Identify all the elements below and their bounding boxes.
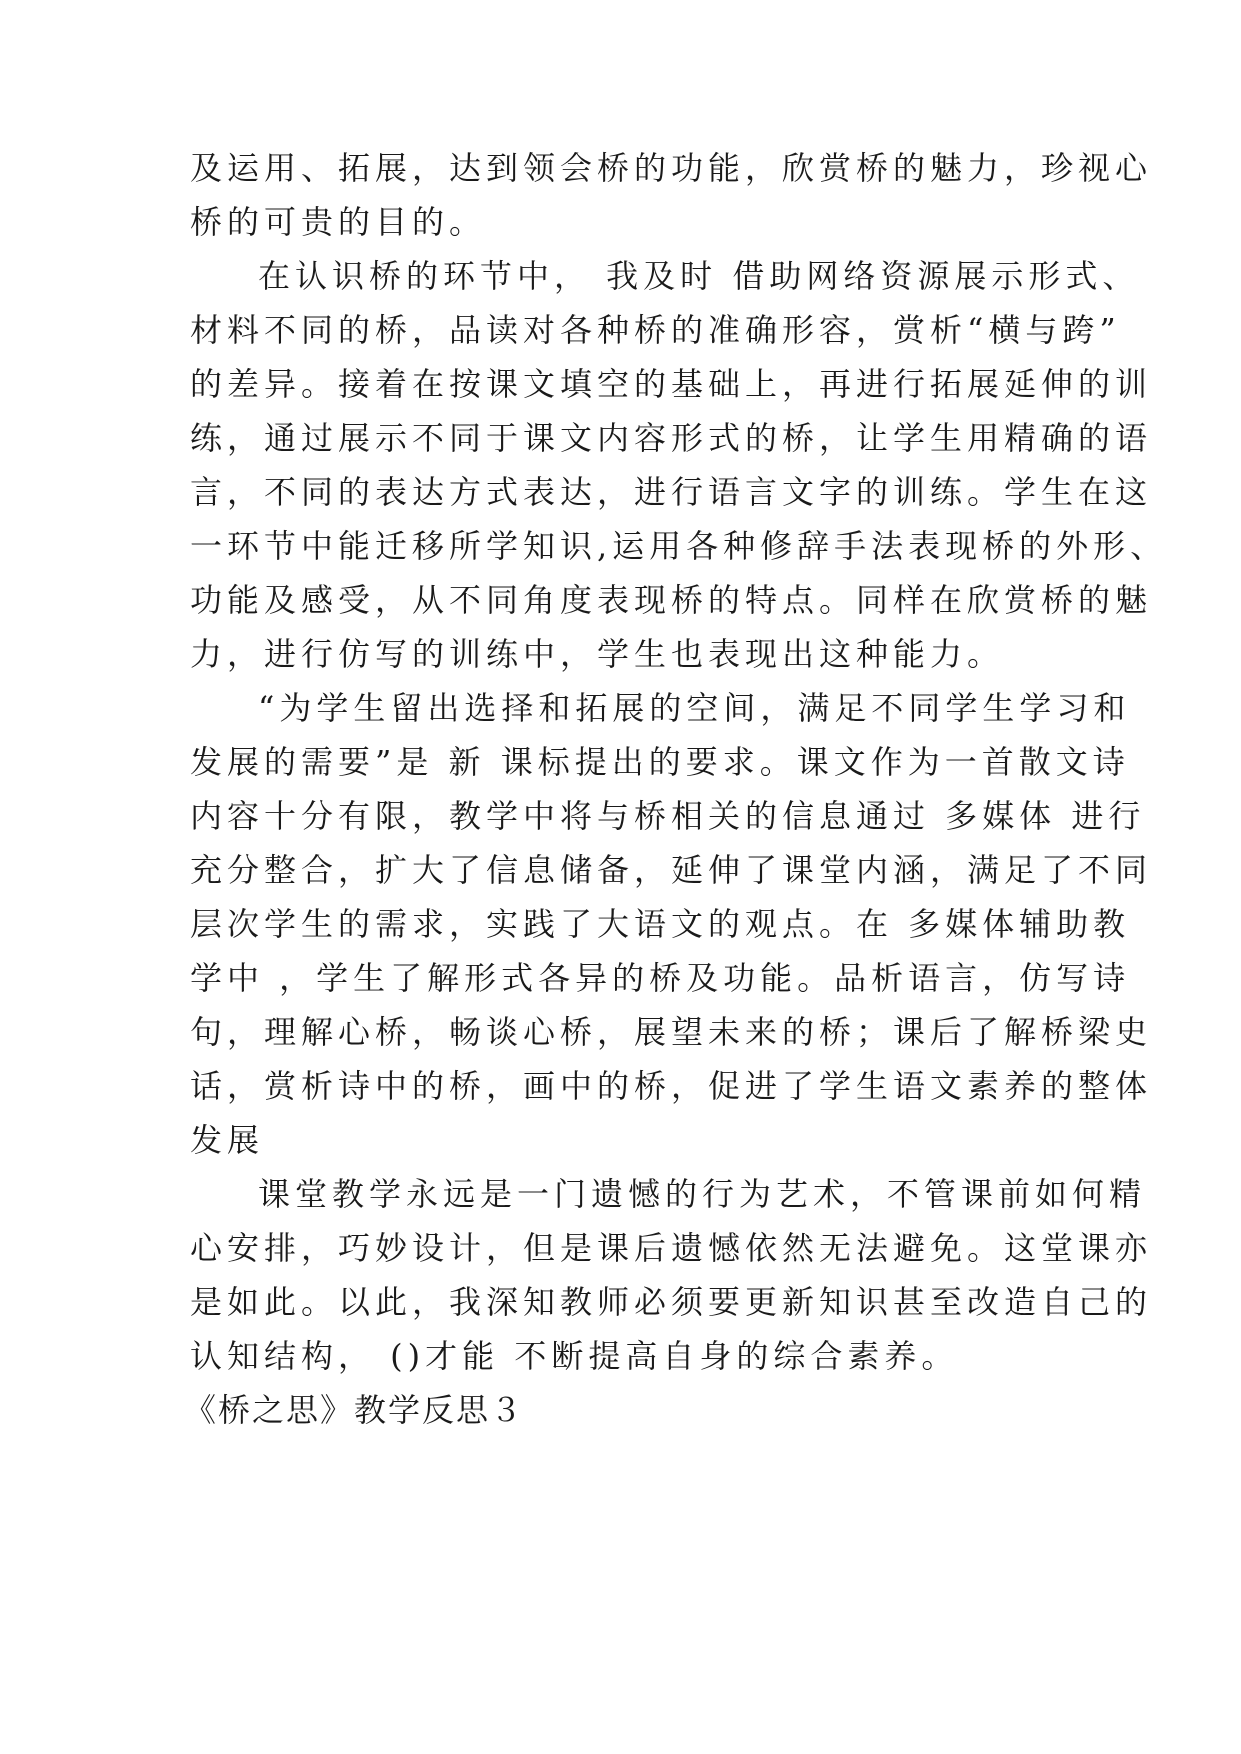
text-line: 充分整合，扩大了信息储备，延伸了课堂内涵，满足了不同 — [190, 851, 1153, 889]
paragraph-first-line: “为学生留出选择和拓展的空间，满足不同学生学习和 — [258, 689, 1131, 727]
text-line: 及运用、拓展，达到领会桥的功能，欣赏桥的魅力，珍视心 — [190, 149, 1153, 187]
text-line: 桥的可贵的目的。 — [190, 203, 487, 241]
text-line: 认知结构， ()才能 不断提高自身的综合素养。 — [190, 1337, 959, 1375]
paragraph-first-line: 课堂教学永远是一门遗憾的行为艺术，不管课前如何精 — [258, 1175, 1147, 1213]
text-line: 一环节中能迁移所学知识,运用各种修辞手法表现桥的外形、 — [190, 527, 1168, 565]
text-line: 发展的需要”是 新 课标提出的要求。课文作为一首散文诗 — [190, 743, 1130, 781]
paragraph-first-line: 在认识桥的环节中， 我及时 借助网络资源展示形式、 — [258, 257, 1140, 295]
text-line: 学中 ，学生了解形式各异的桥及功能。品析语言，仿写诗 — [190, 959, 1131, 997]
section-heading: 《桥之思》教学反思３ — [184, 1391, 525, 1429]
text-line: 的差异。接着在按课文填空的基础上，再进行拓展延伸的训 — [190, 365, 1153, 403]
text-line: 句，理解心桥，畅谈心桥，展望未来的桥；课后了解桥梁史 — [190, 1013, 1153, 1051]
text-line: 言，不同的表达方式表达，进行语言文字的训练。学生在这 — [190, 473, 1153, 511]
text-line: 话，赏析诗中的桥，画中的桥，促进了学生语文素养的整体 — [190, 1067, 1153, 1105]
text-line: 力，进行仿写的训练中，学生也表现出这种能力。 — [190, 635, 1005, 673]
text-line: 功能及感受，从不同角度表现桥的特点。同样在欣赏桥的魅 — [190, 581, 1153, 619]
text-line: 心安排，巧妙设计，但是课后遗憾依然无法避免。这堂课亦 — [190, 1229, 1153, 1267]
text-line: 层次学生的需求，实践了大语文的观点。在 多媒体辅助教 — [190, 905, 1131, 943]
text-line: 内容十分有限，教学中将与桥相关的信息通过 多媒体 进行 — [190, 797, 1146, 835]
text-line: 材料不同的桥，品读对各种桥的准确形容，赏析“横与跨” — [190, 311, 1121, 349]
text-line: 是如此。以此，我深知教师必须要更新知识甚至改造自己的 — [190, 1283, 1153, 1321]
text-line: 练，通过展示不同于课文内容形式的桥，让学生用精确的语 — [190, 419, 1153, 457]
text-line: 发展 — [190, 1121, 265, 1159]
